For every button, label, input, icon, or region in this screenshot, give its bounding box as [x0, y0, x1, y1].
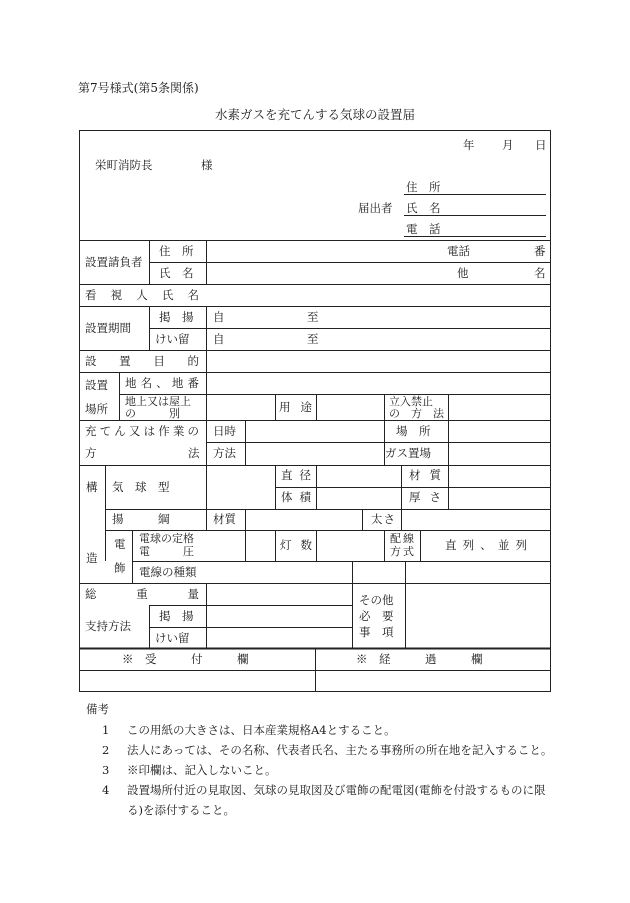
- note-item: 1 この用紙の大きさは、日本産業規格A4とすること。: [102, 723, 396, 737]
- requester-label: 設置請負者: [85, 255, 143, 269]
- watcher-label: 看 視 人 氏 名: [85, 288, 199, 302]
- requester-phone-suffix: 番: [534, 244, 546, 258]
- balloon-type-label: 気 球 型: [112, 480, 170, 494]
- total-weight-label: 総 重 量: [85, 587, 199, 601]
- date-month: 月: [502, 138, 514, 152]
- note-item: 4 設置場所付近の見取図、気球の見取図及び電飾の配電図(電飾を付設するものに限: [102, 783, 546, 797]
- period-moor-to: 至: [307, 332, 319, 346]
- fill-label-1: 充 て ん 又 は 作 業 の: [85, 424, 199, 438]
- material-label: 材 質: [409, 468, 441, 482]
- addressee-honorific: 様: [201, 158, 213, 172]
- wiring-label-1: 配 線: [390, 532, 414, 545]
- structure-label-bottom: 造: [86, 551, 98, 565]
- support-moor-label: けい留: [155, 631, 190, 645]
- rated-voltage-label-2: 電 圧: [139, 545, 194, 558]
- notifier-address-label: 住 所: [406, 180, 441, 194]
- diameter-label: 直 径: [281, 468, 311, 482]
- fill-gas-storage-label: ガス置場: [385, 446, 431, 460]
- deco-label-1: 電: [114, 537, 126, 551]
- form-title: 水素ガスを充てんする気球の設置届: [214, 107, 415, 122]
- reception-header: ※ 受 付 欄: [122, 652, 249, 666]
- period-label: 設置期間: [85, 321, 131, 335]
- form-number: 第7号様式(第5条関係): [78, 81, 199, 95]
- requester-name-label: 氏 名: [159, 266, 194, 280]
- wire-type-label: 電線の種類: [139, 565, 197, 579]
- progress-header: ※ 経 過 欄: [356, 652, 483, 666]
- rated-voltage-label-1: 電球の定格: [139, 532, 194, 545]
- support-label: 支持方法: [85, 619, 131, 633]
- date-year: 年: [463, 138, 475, 152]
- notifier-phone-field[interactable]: [404, 236, 546, 237]
- wiring-label-2: 方 式: [390, 545, 414, 558]
- volume-label: 体 積: [281, 490, 311, 504]
- net-label: 揚 綱: [112, 512, 170, 526]
- notifier-phone-label: 電 話: [406, 222, 441, 236]
- notifier-address-field[interactable]: [404, 194, 546, 195]
- requester-others-label: 他: [457, 266, 469, 280]
- period-raise-label: 掲 揚: [159, 310, 194, 324]
- notifier-name-label: 氏 名: [406, 201, 441, 215]
- other-label-1: その他: [359, 593, 394, 607]
- location-restrict-label-1: 立入禁止: [389, 395, 433, 408]
- requester-others-suffix: 名: [534, 266, 546, 280]
- structure-label-top: 構: [86, 480, 98, 494]
- other-label-3: 事 項: [359, 625, 394, 639]
- note-item: 3 ※印欄は、記入しないこと。: [102, 763, 277, 777]
- wiring-value: 直 列 、 並 列: [445, 538, 527, 552]
- notification-form: [79, 130, 551, 692]
- deco-label-2: 飾: [114, 561, 126, 575]
- requester-address-label: 住 所: [159, 244, 194, 258]
- thickness-label: 厚 さ: [409, 490, 441, 504]
- location-use-label: 用 途: [279, 400, 312, 414]
- location-lot-label: 地 名 、 地 番: [125, 376, 199, 390]
- purpose-label: 設 置 目 的: [85, 354, 199, 368]
- location-restrict-label-2: の 方 法: [389, 407, 444, 420]
- fill-label-2a: 方: [85, 446, 97, 460]
- support-raise-label: 掲 揚: [159, 609, 194, 623]
- notifier-name-field[interactable]: [404, 215, 546, 216]
- period-raise-to: 至: [307, 310, 319, 324]
- location-label-bottom: 場所: [85, 402, 108, 416]
- other-label-2: 必 要: [359, 609, 394, 623]
- date-day: 日: [535, 138, 547, 152]
- net-material-label: 材質: [213, 512, 236, 526]
- net-size-label: 太 さ: [371, 512, 395, 526]
- period-moor-from: 自: [213, 332, 225, 346]
- notifier-label: 届出者: [358, 201, 393, 215]
- notes-title: 備考: [86, 702, 109, 716]
- period-moor-label: けい留: [155, 332, 190, 346]
- fill-label-2b: 法: [188, 446, 200, 460]
- location-label-top: 設置: [85, 378, 108, 392]
- fill-place-label: 場 所: [396, 424, 431, 438]
- location-ground-roof-label-2: の 別: [125, 407, 180, 420]
- lamp-count-label: 灯 数: [280, 538, 312, 552]
- note-item: 2 法人にあっては、その名称、代表者氏名、主たる事務所の所在地を記入すること。: [102, 743, 553, 757]
- note-item-continuation: る)を添付すること。: [127, 803, 235, 817]
- fill-method-label: 方法: [213, 446, 236, 460]
- requester-phone-label: 電話: [447, 244, 470, 258]
- period-raise-from: 自: [213, 310, 225, 324]
- fill-datetime-label: 日時: [213, 424, 236, 438]
- location-ground-roof-label-1: 地上又は屋上: [125, 395, 191, 408]
- addressee-name: 栄町消防長: [95, 158, 153, 172]
